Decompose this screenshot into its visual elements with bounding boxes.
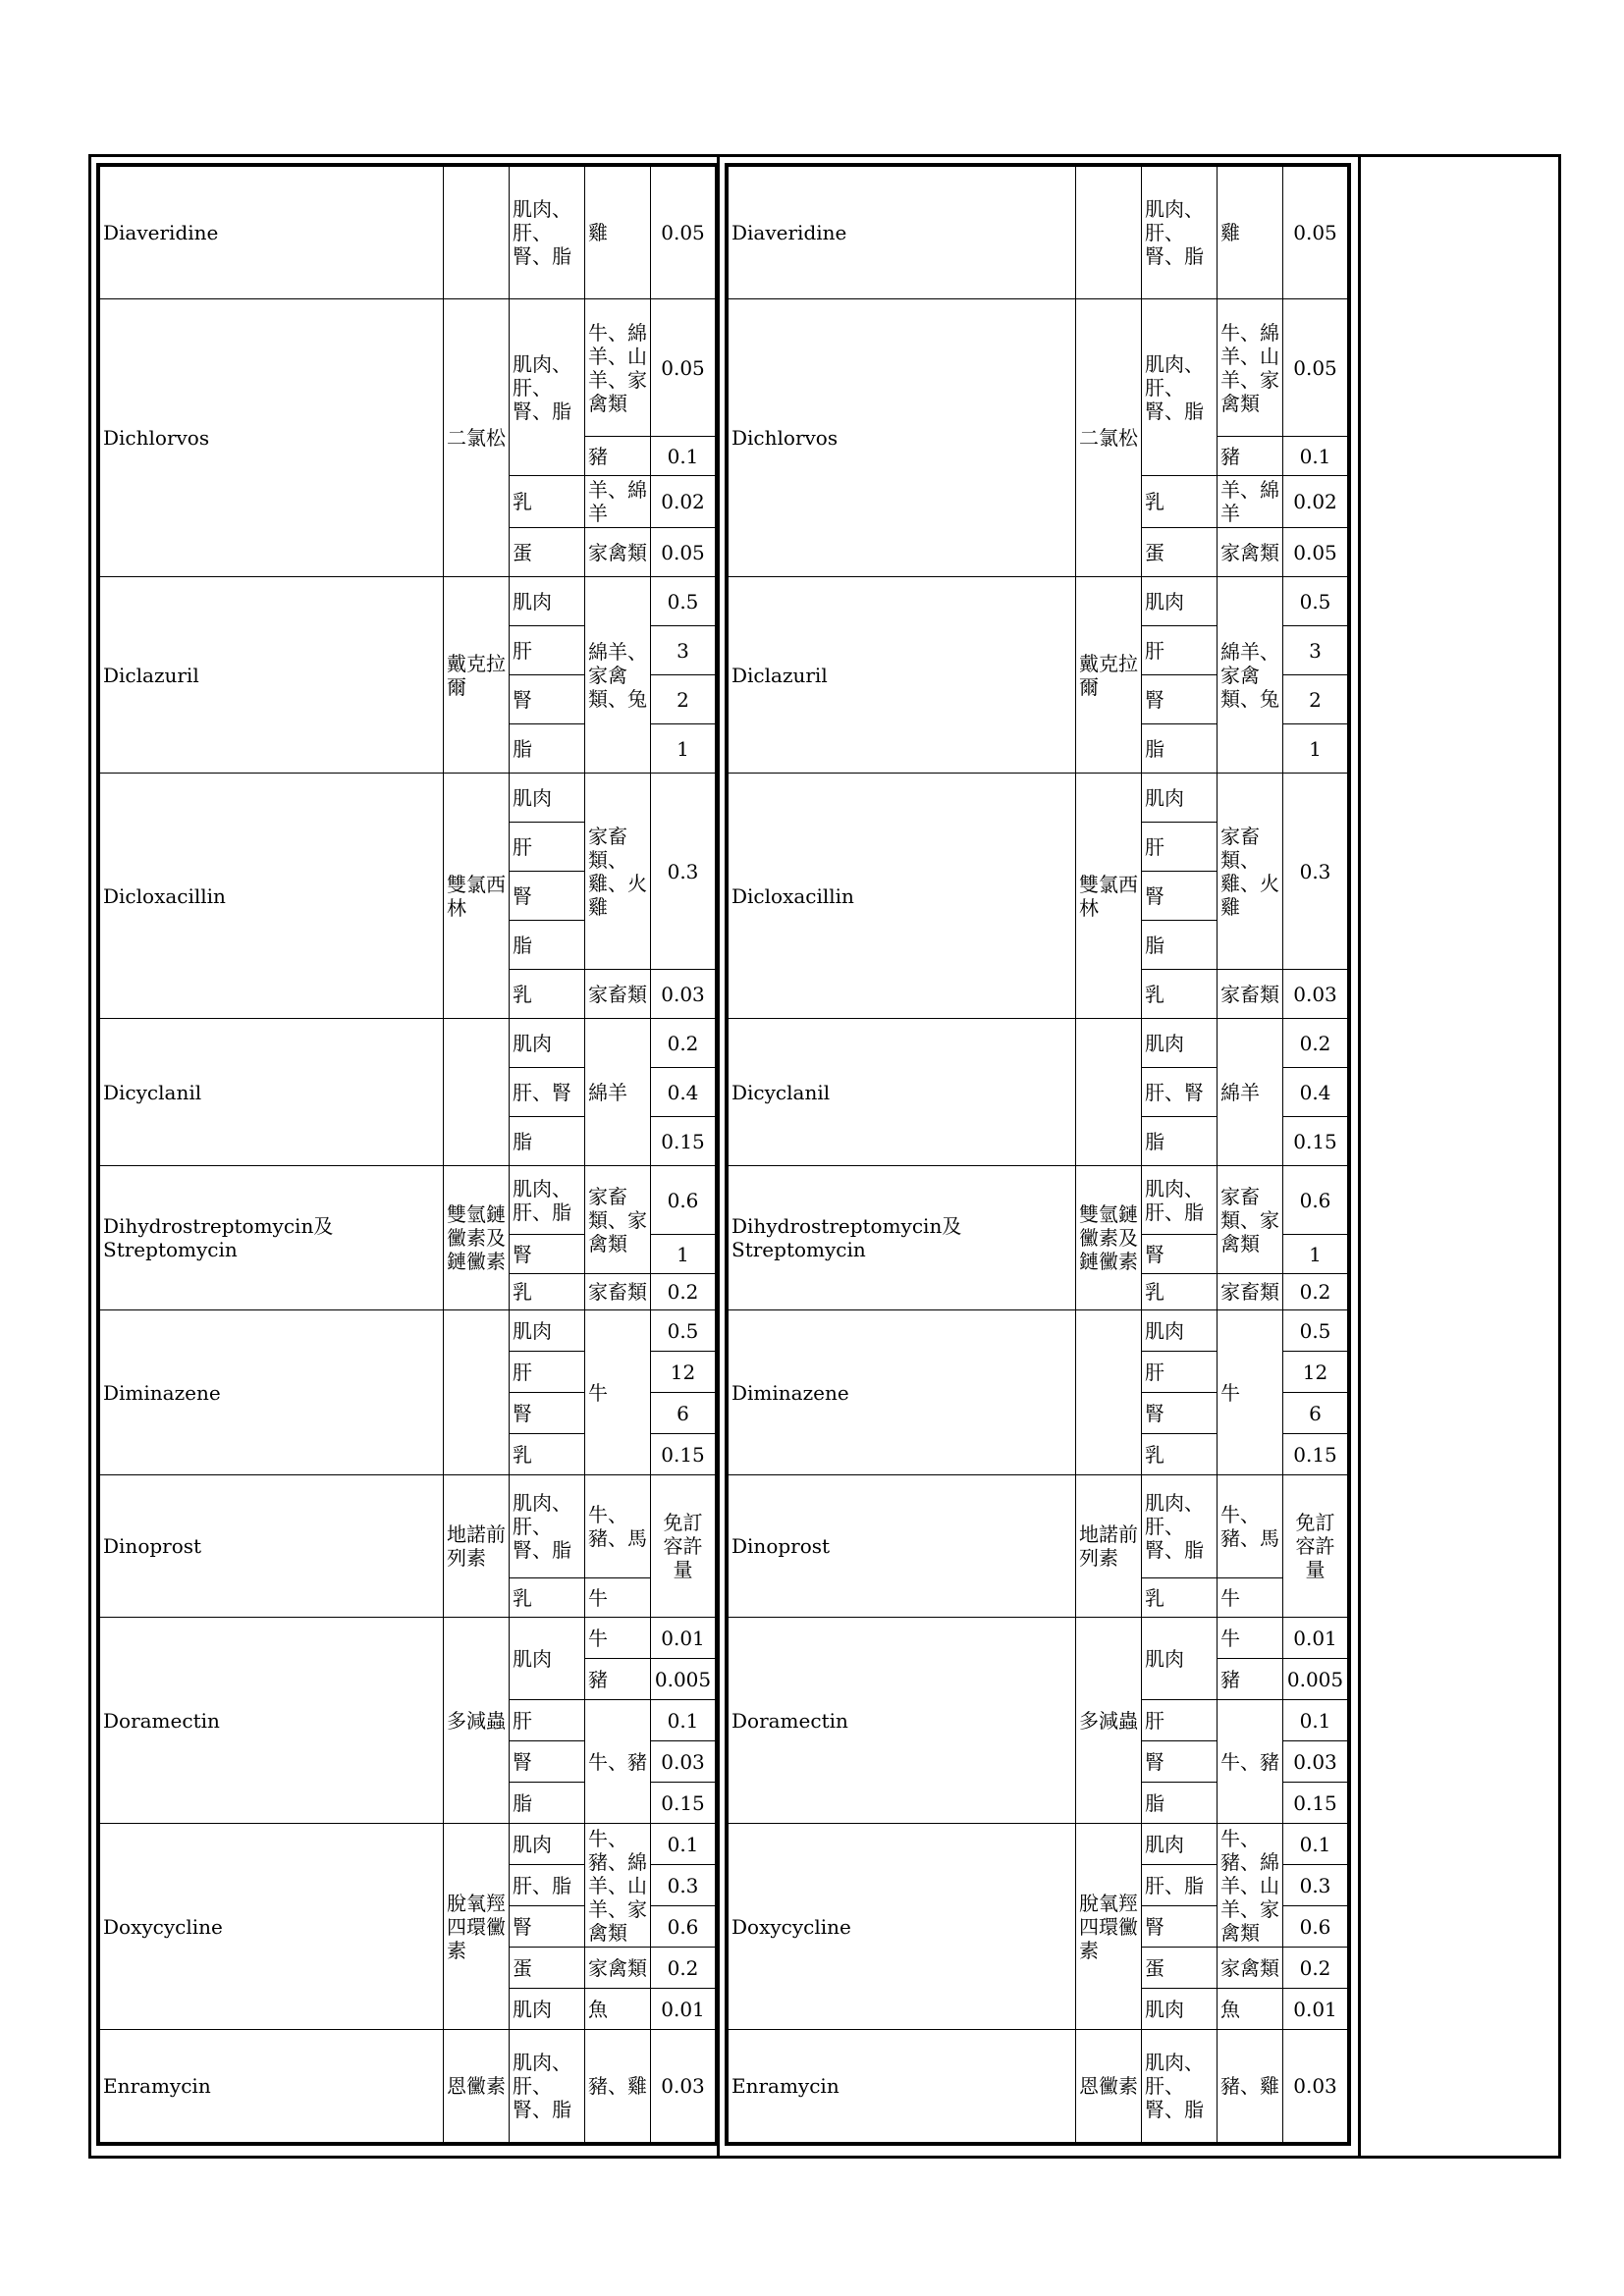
table-row <box>729 299 1348 437</box>
species-cell: 家禽類 <box>585 1948 651 1989</box>
residue-limit-table <box>99 166 716 2143</box>
table-row <box>100 774 716 823</box>
tissue-cell: 脂 <box>1142 724 1218 774</box>
tissue-cell: 乳 <box>1142 476 1218 528</box>
residue-limit-table <box>728 166 1348 2143</box>
species-cell: 雞 <box>585 167 651 299</box>
tissue-cell: 肌肉 <box>1142 1310 1218 1352</box>
table-row <box>729 774 1348 823</box>
drug-name: Diaveridine <box>729 167 1076 299</box>
species-cell: 牛 <box>585 1578 651 1618</box>
tissue-cell: 乳 <box>510 1578 585 1618</box>
drug-name: Diclazuril <box>100 577 444 774</box>
species-cell: 家畜類 <box>1218 970 1283 1019</box>
tissue-cell: 乳 <box>510 1434 585 1475</box>
drug-chinese-name: 雙氫鏈黴素及鏈黴素 <box>444 1166 510 1310</box>
tissue-cell: 肌肉 <box>510 774 585 823</box>
table-row <box>729 1475 1348 1578</box>
tissue-cell: 肝 <box>510 1700 585 1741</box>
tissue-cell: 腎 <box>1142 872 1218 921</box>
tissue-cell: 肌肉 <box>1142 577 1218 626</box>
drug-name: Dicyclanil <box>100 1019 444 1166</box>
tissue-cell: 肌肉 <box>1142 774 1218 823</box>
limit-cell: 1 <box>651 1235 716 1274</box>
limit-cell: 0.01 <box>1283 1989 1348 2030</box>
tissue-cell: 肌肉 <box>510 1618 585 1700</box>
species-cell: 家畜類 <box>585 1274 651 1310</box>
limit-cell: 0.2 <box>651 1019 716 1068</box>
drug-name: Dinoprost <box>100 1475 444 1618</box>
tissue-cell: 蛋 <box>1142 528 1218 577</box>
limit-cell: 免訂容許量 <box>1283 1475 1348 1618</box>
species-cell: 家禽類 <box>1218 1948 1283 1989</box>
limit-cell: 0.3 <box>651 1865 716 1906</box>
limit-cell: 0.15 <box>651 1117 716 1166</box>
species-cell: 家畜類、家禽類 <box>585 1166 651 1274</box>
tissue-cell: 肝、脂 <box>510 1865 585 1906</box>
limit-cell: 0.5 <box>651 577 716 626</box>
drug-chinese-name <box>1076 1019 1142 1166</box>
limit-cell: 0.03 <box>651 1741 716 1783</box>
species-cell: 綿羊 <box>585 1019 651 1166</box>
drug-chinese-name: 多減蟲 <box>444 1618 510 1824</box>
drug-name: Dihydrostreptomycin及Streptomycin <box>100 1166 444 1310</box>
species-cell: 家禽類 <box>1218 528 1283 577</box>
tissue-cell: 肌肉 <box>1142 1019 1218 1068</box>
drug-chinese-name <box>1076 167 1142 299</box>
limit-cell: 0.4 <box>1283 1068 1348 1117</box>
limit-cell: 0.4 <box>651 1068 716 1117</box>
limit-cell: 0.1 <box>651 437 716 476</box>
table-row <box>729 2030 1348 2143</box>
species-cell: 羊、綿羊 <box>1218 476 1283 528</box>
limit-cell: 0.2 <box>651 1274 716 1310</box>
limit-cell: 0.5 <box>651 1310 716 1352</box>
tissue-cell: 肌肉 <box>1142 1618 1218 1700</box>
limit-cell: 0.6 <box>1283 1166 1348 1235</box>
tissue-cell: 脂 <box>510 1783 585 1824</box>
limit-cell: 0.01 <box>651 1618 716 1659</box>
tissue-cell: 乳 <box>1142 1578 1218 1618</box>
species-cell: 豬 <box>1218 437 1283 476</box>
species-cell: 魚 <box>1218 1989 1283 2030</box>
tissue-cell: 腎 <box>1142 1741 1218 1783</box>
tissue-cell: 肝、腎 <box>1142 1068 1218 1117</box>
tissue-cell: 肌肉、肝、脂 <box>1142 1166 1218 1235</box>
tissue-cell: 脂 <box>1142 1783 1218 1824</box>
drug-name: Dicyclanil <box>729 1019 1076 1166</box>
limit-cell: 6 <box>651 1393 716 1434</box>
tissue-cell: 肝 <box>510 626 585 675</box>
tissue-cell: 蛋 <box>1142 1948 1218 1989</box>
species-cell: 牛、豬、馬 <box>585 1475 651 1578</box>
limit-cell: 0.2 <box>1283 1019 1348 1068</box>
tissue-cell: 腎 <box>1142 1906 1218 1948</box>
limit-cell: 0.03 <box>651 2030 716 2143</box>
drug-name: Doxycycline <box>100 1824 444 2030</box>
tissue-cell: 腎 <box>510 1393 585 1434</box>
tissue-cell: 肌肉、肝、腎、脂 <box>1142 167 1218 299</box>
species-cell: 牛、豬、綿羊、山羊、家禽類 <box>1218 1824 1283 1948</box>
species-cell: 牛、豬 <box>585 1700 651 1824</box>
limit-cell: 0.05 <box>651 528 716 577</box>
drug-chinese-name: 脫氧羥四環黴素 <box>444 1824 510 2030</box>
drug-name: Dihydrostreptomycin及Streptomycin <box>729 1166 1076 1310</box>
limit-cell: 0.03 <box>1283 2030 1348 2143</box>
limit-cell: 0.1 <box>651 1824 716 1865</box>
species-cell: 豬、雞 <box>1218 2030 1283 2143</box>
limit-cell: 0.01 <box>1283 1618 1348 1659</box>
tissue-cell: 肌肉 <box>1142 1824 1218 1865</box>
drug-name: Doramectin <box>729 1618 1076 1824</box>
tissue-cell: 肌肉 <box>510 577 585 626</box>
species-cell: 家禽類 <box>585 528 651 577</box>
drug-chinese-name: 戴克拉爾 <box>444 577 510 774</box>
species-cell: 牛、豬 <box>1218 1700 1283 1824</box>
species-cell: 牛 <box>1218 1310 1283 1475</box>
tissue-cell: 肌肉、肝、腎、脂 <box>1142 2030 1218 2143</box>
species-cell: 家畜類 <box>1218 1274 1283 1310</box>
limit-cell: 0.6 <box>1283 1906 1348 1948</box>
limit-cell: 0.05 <box>651 167 716 299</box>
tissue-cell: 肌肉、肝、腎、脂 <box>1142 1475 1218 1578</box>
limit-cell: 3 <box>1283 626 1348 675</box>
table-row <box>100 577 716 626</box>
table-row <box>100 1019 716 1068</box>
limit-cell: 2 <box>1283 675 1348 724</box>
limit-cell: 0.1 <box>1283 1824 1348 1865</box>
species-cell: 綿羊、家禽類、兔 <box>585 577 651 774</box>
limit-cell: 0.1 <box>651 1700 716 1741</box>
table-row <box>100 1475 716 1578</box>
table-row <box>100 1166 716 1235</box>
limit-cell: 免訂容許量 <box>651 1475 716 1618</box>
drug-name: Diaveridine <box>100 167 444 299</box>
tissue-cell: 肌肉 <box>510 1824 585 1865</box>
tissue-cell: 肌肉、肝、腎、脂 <box>510 2030 585 2143</box>
tissue-cell: 乳 <box>510 970 585 1019</box>
limit-cell: 0.15 <box>1283 1117 1348 1166</box>
species-cell: 牛 <box>585 1618 651 1659</box>
drug-chinese-name: 脫氧羥四環黴素 <box>1076 1824 1142 2030</box>
drug-chinese-name: 二氯松 <box>444 299 510 577</box>
tissue-cell: 肝 <box>510 1352 585 1393</box>
limit-cell: 0.15 <box>651 1434 716 1475</box>
tissue-cell: 腎 <box>510 1741 585 1783</box>
limit-cell: 0.03 <box>1283 970 1348 1019</box>
drug-name: Diminazene <box>100 1310 444 1475</box>
tissue-cell: 肌肉 <box>510 1310 585 1352</box>
tissue-cell: 脂 <box>510 724 585 774</box>
tissue-cell: 腎 <box>510 1906 585 1948</box>
drug-chinese-name <box>444 1310 510 1475</box>
species-cell: 羊、綿羊 <box>585 476 651 528</box>
drug-chinese-name: 戴克拉爾 <box>1076 577 1142 774</box>
tissue-cell: 肌肉 <box>510 1019 585 1068</box>
drug-name: Doxycycline <box>729 1824 1076 2030</box>
limit-cell: 0.2 <box>651 1948 716 1989</box>
tissue-cell: 肌肉、肝、腎、脂 <box>510 299 585 476</box>
limit-cell: 0.2 <box>1283 1948 1348 1989</box>
limit-cell: 0.15 <box>651 1783 716 1824</box>
tissue-cell: 脂 <box>1142 921 1218 970</box>
tissue-cell: 蛋 <box>510 1948 585 1989</box>
drug-chinese-name <box>444 167 510 299</box>
limit-cell: 0.005 <box>651 1659 716 1700</box>
species-cell: 牛、綿羊、山羊、家禽類 <box>585 299 651 437</box>
species-cell: 牛、豬、馬 <box>1218 1475 1283 1578</box>
drug-name: Dicloxacillin <box>729 774 1076 1019</box>
tissue-cell: 腎 <box>1142 675 1218 724</box>
limit-cell: 0.3 <box>1283 774 1348 970</box>
species-cell: 牛、豬、綿羊、山羊、家禽類 <box>585 1824 651 1948</box>
limit-cell: 0.3 <box>651 774 716 970</box>
limit-cell: 12 <box>651 1352 716 1393</box>
species-cell: 綿羊、家禽類、兔 <box>1218 577 1283 774</box>
table-row <box>100 1310 716 1352</box>
limit-cell: 0.05 <box>1283 167 1348 299</box>
drug-name: Diclazuril <box>729 577 1076 774</box>
tissue-cell: 腎 <box>1142 1393 1218 1434</box>
limit-cell: 1 <box>1283 724 1348 774</box>
species-cell: 魚 <box>585 1989 651 2030</box>
limit-cell: 0.6 <box>651 1906 716 1948</box>
species-cell: 豬 <box>585 1659 651 1700</box>
table-row <box>100 1618 716 1659</box>
limit-cell: 0.3 <box>1283 1865 1348 1906</box>
tissue-cell: 肝 <box>1142 626 1218 675</box>
drug-name: Doramectin <box>100 1618 444 1824</box>
table-row <box>100 167 716 299</box>
tissue-cell: 脂 <box>1142 1117 1218 1166</box>
species-cell: 雞 <box>1218 167 1283 299</box>
species-cell: 牛、綿羊、山羊、家禽類 <box>1218 299 1283 437</box>
tissue-cell: 腎 <box>510 675 585 724</box>
limit-cell: 0.2 <box>1283 1274 1348 1310</box>
right-residue-table <box>725 163 1351 2146</box>
species-cell: 牛 <box>1218 1578 1283 1618</box>
table-row <box>100 1824 716 1865</box>
tissue-cell: 蛋 <box>510 528 585 577</box>
left-residue-table <box>96 163 719 2146</box>
table-row <box>100 2030 716 2143</box>
drug-chinese-name: 雙氯西林 <box>1076 774 1142 1019</box>
limit-cell: 0.15 <box>1283 1783 1348 1824</box>
tissue-cell: 乳 <box>1142 1274 1218 1310</box>
tissue-cell: 肝 <box>1142 823 1218 872</box>
species-cell: 綿羊 <box>1218 1019 1283 1166</box>
drug-chinese-name: 地諾前列素 <box>1076 1475 1142 1618</box>
table-row <box>729 1618 1348 1659</box>
limit-cell: 0.15 <box>1283 1434 1348 1475</box>
species-cell: 牛 <box>1218 1618 1283 1659</box>
species-cell: 家畜類、雞、火雞 <box>1218 774 1283 970</box>
limit-cell: 0.05 <box>1283 299 1348 437</box>
limit-cell: 3 <box>651 626 716 675</box>
table-row <box>729 1019 1348 1068</box>
drug-name: Enramycin <box>100 2030 444 2143</box>
limit-cell: 0.05 <box>651 299 716 437</box>
tissue-cell: 乳 <box>510 1274 585 1310</box>
tissue-cell: 肝、脂 <box>1142 1865 1218 1906</box>
tissue-cell: 脂 <box>510 1117 585 1166</box>
drug-name: Dichlorvos <box>729 299 1076 577</box>
species-cell: 豬 <box>1218 1659 1283 1700</box>
tissue-cell: 肌肉、肝、腎、脂 <box>510 167 585 299</box>
table-row <box>729 1166 1348 1235</box>
drug-chinese-name: 恩黴素 <box>1076 2030 1142 2143</box>
limit-cell: 0.5 <box>1283 577 1348 626</box>
table-row <box>729 1824 1348 1865</box>
column-divider <box>1358 154 1361 2159</box>
limit-cell: 0.03 <box>1283 1741 1348 1783</box>
limit-cell: 0.005 <box>1283 1659 1348 1700</box>
limit-cell: 1 <box>651 724 716 774</box>
tissue-cell: 乳 <box>1142 970 1218 1019</box>
tissue-cell: 肌肉、肝、脂 <box>510 1166 585 1235</box>
species-cell: 家畜類 <box>585 970 651 1019</box>
drug-chinese-name: 地諾前列素 <box>444 1475 510 1618</box>
tissue-cell: 肝、腎 <box>510 1068 585 1117</box>
drug-chinese-name: 雙氯西林 <box>444 774 510 1019</box>
limit-cell: 2 <box>651 675 716 724</box>
drug-chinese-name: 恩黴素 <box>444 2030 510 2143</box>
species-cell: 豬 <box>585 437 651 476</box>
tissue-cell: 肝 <box>1142 1352 1218 1393</box>
table-row <box>729 167 1348 299</box>
tissue-cell: 肌肉 <box>510 1989 585 2030</box>
limit-cell: 0.03 <box>651 970 716 1019</box>
drug-name: Dinoprost <box>729 1475 1076 1618</box>
table-row <box>729 577 1348 626</box>
drug-name: Diminazene <box>729 1310 1076 1475</box>
table-row <box>100 299 716 437</box>
species-cell: 牛 <box>585 1310 651 1475</box>
limit-cell: 0.02 <box>651 476 716 528</box>
tissue-cell: 肝 <box>1142 1700 1218 1741</box>
drug-name: Dichlorvos <box>100 299 444 577</box>
tissue-cell: 脂 <box>510 921 585 970</box>
tissue-cell: 肌肉、肝、腎、脂 <box>510 1475 585 1578</box>
tissue-cell: 肌肉、肝、腎、脂 <box>1142 299 1218 476</box>
limit-cell: 0.01 <box>651 1989 716 2030</box>
tissue-cell: 肌肉 <box>1142 1989 1218 2030</box>
species-cell: 家畜類、家禽類 <box>1218 1166 1283 1274</box>
limit-cell: 0.05 <box>1283 528 1348 577</box>
limit-cell: 0.5 <box>1283 1310 1348 1352</box>
drug-chinese-name <box>444 1019 510 1166</box>
limit-cell: 1 <box>1283 1235 1348 1274</box>
drug-name: Enramycin <box>729 2030 1076 2143</box>
tissue-cell: 乳 <box>1142 1434 1218 1475</box>
table-row <box>729 1310 1348 1352</box>
limit-cell: 12 <box>1283 1352 1348 1393</box>
drug-chinese-name: 多減蟲 <box>1076 1618 1142 1824</box>
tissue-cell: 腎 <box>510 1235 585 1274</box>
drug-name: Dicloxacillin <box>100 774 444 1019</box>
drug-chinese-name: 二氯松 <box>1076 299 1142 577</box>
species-cell: 豬、雞 <box>585 2030 651 2143</box>
limit-cell: 0.6 <box>651 1166 716 1235</box>
limit-cell: 6 <box>1283 1393 1348 1434</box>
species-cell: 家畜類、雞、火雞 <box>585 774 651 970</box>
tissue-cell: 腎 <box>1142 1235 1218 1274</box>
tissue-cell: 乳 <box>510 476 585 528</box>
limit-cell: 0.02 <box>1283 476 1348 528</box>
limit-cell: 0.1 <box>1283 437 1348 476</box>
drug-chinese-name <box>1076 1310 1142 1475</box>
tissue-cell: 肝 <box>510 823 585 872</box>
drug-chinese-name: 雙氫鏈黴素及鏈黴素 <box>1076 1166 1142 1310</box>
tissue-cell: 腎 <box>510 872 585 921</box>
limit-cell: 0.1 <box>1283 1700 1348 1741</box>
